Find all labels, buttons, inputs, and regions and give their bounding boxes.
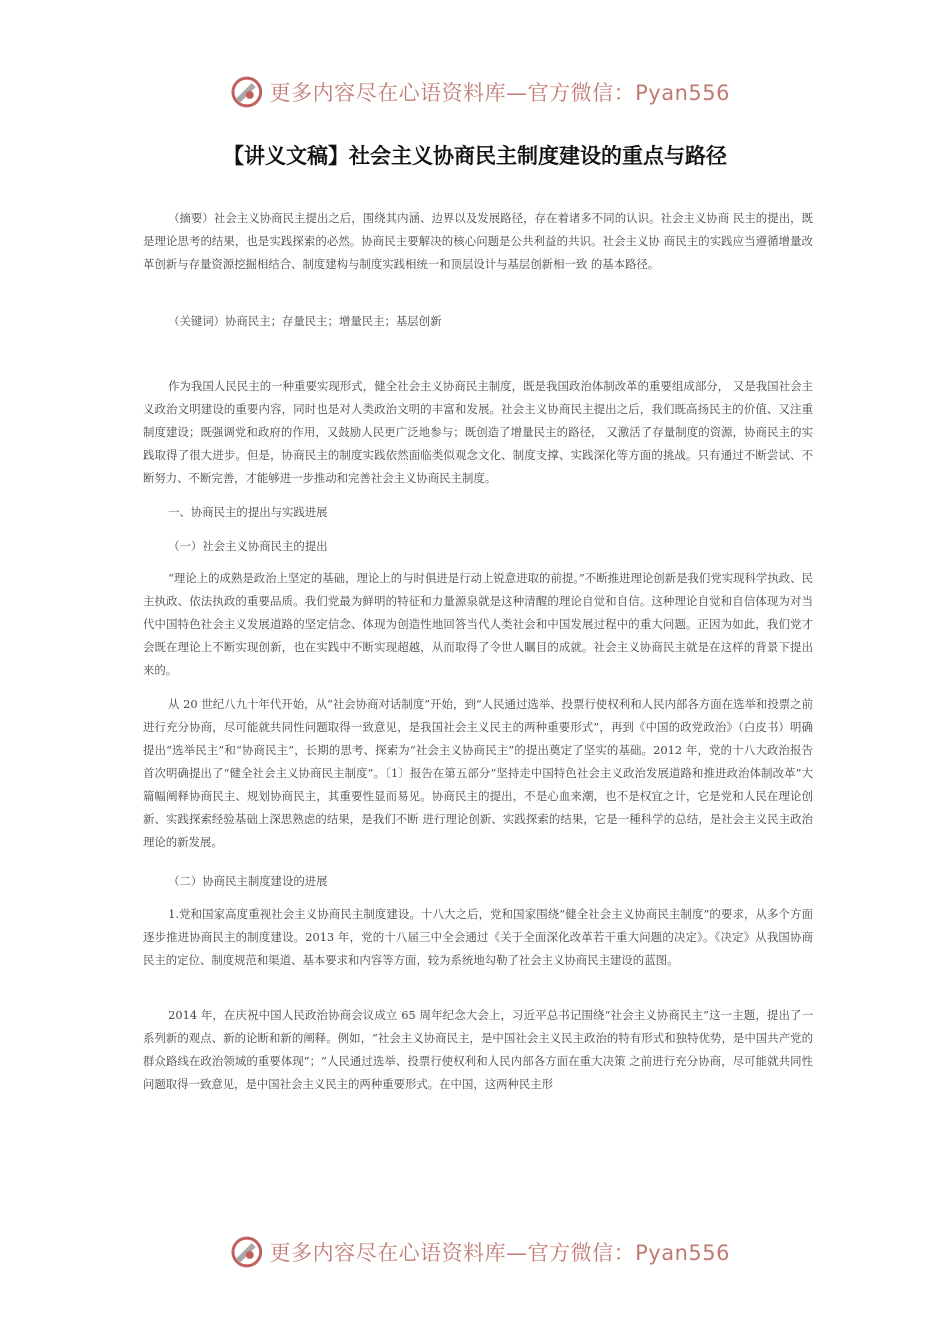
keywords-block — [143, 310, 813, 333]
subsection-two-heading: （二）协商民主制度建设的进展 — [168, 874, 328, 888]
abstract-paragraph: （摘要）社会主义协商民主提出之后，围绕其内涵、边界以及发展路径，存在着诸多不同的认识。社会主义协商 民主的提出，既是理论思考的结果，也是实践探索的必然。协商民主要解决的核心问题是公共利益的共识。社会主义协 商民主的实践应当遵循增量改革创新与存量资源挖掘相结合、制度建构与制度实践相统一和顶层设计与基层创新相一致 的基本路径。 — [143, 211, 813, 271]
body-paragraph-3: 1.党和国家高度重视社会主义协商民主制度建设。十八大之后，党和国家围绕“健全社会主义协商民主制度”的要求，从多个方面逐步推进协商民主的制度建设。2013 年，党的十八届三中全会通过《关于全面深化改革若干重大问题的决定》。《决定》从我国协商民主的定位、制度规范和渠道、基本要求和内容等方面，较为系统地勾勒了社会主义协商民主建设的蓝图。 — [143, 907, 813, 967]
brand-logo-icon — [230, 1235, 264, 1269]
header-banner — [230, 72, 730, 112]
abstract-block — [143, 207, 813, 276]
body-paragraph-4: 2014 年，在庆祝中国人民政治协商会议成立 65 周年纪念大会上，习近平总书记围绕“社会主义协商民主”这一主题，提出了一系列新的观点、新的论断和新的阐释。例如，“社会主义协商民主，是中国社会主义民主政治的特有形式和独特优势，是中国共产党的群众路线在政治领域的重要体现”；“人民通过选举、投票行使权利和人民内部各方面在重大决策 之前进行充分协商，尽可能就共同性问题取得一致意见，是中国社会主义民主的两种重要形式。在中国，这两种民主形 — [143, 1008, 813, 1091]
subsection-heading — [143, 535, 813, 558]
subsection-one-heading: （一）社会主义协商民主的提出 — [168, 539, 328, 553]
brand-logo-icon — [230, 75, 264, 109]
section-one-heading: 一、协商民主的提出与实践进展 — [168, 505, 328, 519]
keywords-paragraph: （关键词）协商民主；存量民主；增量民主；基层创新 — [168, 314, 442, 328]
subsection-heading — [143, 870, 813, 893]
banner-text: 更多内容尽在心语资料库—官方微信：Pyan556 — [269, 81, 730, 105]
body-paragraph-block — [143, 693, 813, 854]
intro-paragraph: 作为我国人民民主的一种重要实现形式，健全社会主义协商民主制度，既是我国政治体制改革的重要组成部分， 又是我国社会主义政治文明建设的重要内容，同时也是对人类政治文明的丰富和发展。社会主义协商民主提出之后，我们既高扬民主的价值、又注重制度建设；既强调党和政府的作用，又鼓励人民更广泛地参与；既创造了增量民主的路径， 又激活了存量制度的资源，协商民主的实践取得了很大进步。但是，协商民主的制度实践依然面临类似观念文化、制度支撑、实践深化等方面的挑战。只有通过不断尝试、不断努力、不断完善，才能够进一步推动和完善社会主义协商民主制度。 — [143, 379, 813, 485]
body-paragraph-block — [143, 1004, 813, 1096]
body-paragraph-block — [143, 567, 813, 682]
footer-banner — [230, 1232, 730, 1272]
intro-block — [143, 375, 813, 490]
section-heading — [143, 501, 813, 524]
body-paragraph-block — [143, 903, 813, 972]
body-paragraph-2: 从 20 世纪八九十年代开始，从“社会协商对话制度”开始，到“人民通过选举、投票行使权利和人民内部各方面在选举和投票之前进行充分协商，尽可能就共同性问题取得一致意见，是我国社会主义民主的两种重要形式”，再到《中国的政党政治》（白皮书）明确提出“选举民主”和“协商民主”，长期的思考、探索为“社会主义协商民主”的提出奠定了坚实的基础。2012 年，党的十八大政治报告首次明确提出了“健全社会主义协商民主制度”。〔1〕报告在第五部分“坚持走中国特色社会主义政治发展道路和推进政治体制改革”大篇幅阐释协商民主、规划协商民主，其重要性显而易见。协商民主的提出，不是心血来潮，也不是权宜之计，它是党和人民在理论创新、实践探索经验基础上深思熟虑的结果，是我们不断 进行理论创新、实践探索的结果，它是一種科学的总结，是社会主义民主政治理论的新发展。 — [143, 697, 813, 849]
banner-text: 更多内容尽在心语资料库—官方微信：Pyan556 — [269, 1241, 730, 1265]
document-title: 【讲义文稿】社会主义协商民主制度建设的重点与路径 — [223, 144, 727, 168]
body-paragraph-1: “理论上的成熟是政治上坚定的基础，理论上的与时俱进是行动上锐意进取的前提。”不断推进理论创新是我们党实现科学执政、民主执政、依法执政的重要品质。我们党最为鲜明的特征和力量源泉就是这种清醒的理论自觉和自信。这种理论自觉和自信体现为对当代中国特色社会主义发展道路的坚定信念、体现为创造性地回答当代人类社会和中国发展过程中的重大问题。正因为如此，我们党才会既在理论上不断实现创新，也在实践中不断实现超越，从而取得了令世人瞩目的成就。社会主义协商民主就是在这样的背景下提出来的。 — [143, 571, 813, 677]
